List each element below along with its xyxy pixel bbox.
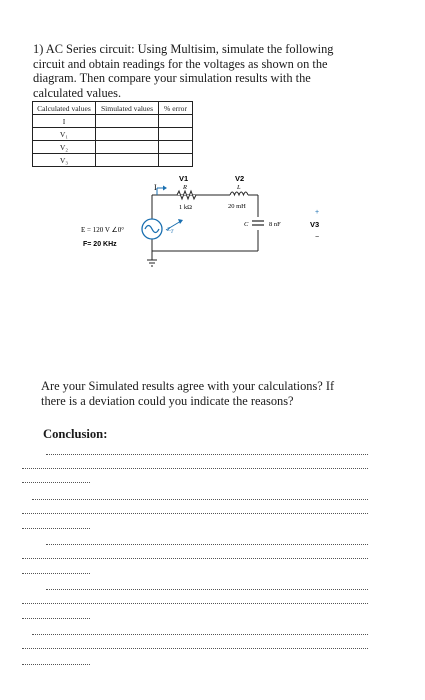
cell-simulated — [96, 154, 159, 167]
question-text — [33, 42, 373, 100]
capacitor-icon — [252, 221, 264, 225]
header-calculated: Calculated values — [33, 102, 96, 115]
row-label-v1: V₁ — [33, 128, 96, 141]
table-row — [33, 141, 193, 154]
answer-line[interactable] — [32, 634, 368, 635]
current-label: I — [154, 183, 157, 192]
cell-error — [159, 154, 193, 167]
answer-line[interactable] — [46, 589, 368, 590]
source-label: E = 120 V ∠0° — [81, 226, 125, 234]
row-label-i: I — [33, 115, 96, 128]
question-line-1: AC Series circuit: Using Multisim, simulate the following — [45, 42, 334, 56]
circuit-diagram — [70, 168, 330, 278]
resistor-value: 1 kΩ — [179, 204, 192, 211]
answer-line[interactable] — [22, 648, 368, 649]
v3-label: V3 — [310, 220, 320, 229]
cell-simulated — [96, 115, 159, 128]
frequency-label: F= 20 KHz — [83, 241, 117, 248]
table-header-row — [33, 102, 193, 115]
followup-line-2: there is a deviation could you indicate the reasons? — [41, 394, 294, 408]
answer-line[interactable] — [22, 618, 90, 619]
conclusion-heading: Conclusion: — [43, 427, 108, 441]
answer-line[interactable] — [22, 513, 368, 514]
answer-line[interactable] — [22, 528, 90, 529]
question-line-3: diagram. Then compare your simulation results with the — [33, 71, 311, 86]
impedance-label: $Z_T$ — [167, 226, 174, 235]
header-error: % error — [159, 102, 193, 115]
resistor-symbol: R — [183, 184, 187, 191]
question-line-2: circuit and obtain readings for the voltages as shown on the — [33, 56, 328, 71]
cell-simulated — [96, 141, 159, 154]
followup-line-1: Are your Simulated results agree with your calculations? If — [41, 379, 335, 393]
answer-line[interactable] — [22, 603, 368, 604]
row-label-v2: V₂ — [33, 141, 96, 154]
question-number: 1) — [33, 42, 44, 56]
answer-line[interactable] — [22, 664, 90, 665]
table-row — [33, 115, 193, 128]
header-simulated: Simulated values — [96, 102, 159, 115]
v1-label: V1 — [179, 174, 189, 183]
question-line-4: calculated values. — [33, 85, 122, 100]
table-row — [33, 128, 193, 141]
answer-line[interactable] — [32, 499, 368, 500]
capacitor-value: 8 nF — [269, 221, 281, 228]
inductor-symbol: L — [237, 184, 241, 191]
cell-error — [159, 128, 193, 141]
row-label-v3: V₃ — [33, 154, 96, 167]
capacitor-symbol: C — [244, 221, 249, 228]
answer-line[interactable] — [22, 482, 90, 483]
answer-line[interactable] — [22, 573, 90, 574]
v3-minus-sign: − — [315, 234, 320, 241]
results-table — [32, 101, 193, 167]
ground-icon — [147, 260, 157, 266]
answer-line[interactable] — [46, 454, 368, 455]
current-arrow-icon — [157, 186, 167, 196]
v2-label: V2 — [235, 174, 245, 183]
cell-error — [159, 115, 193, 128]
ac-source-icon — [142, 219, 162, 239]
followup-question — [41, 379, 371, 409]
inductor-icon — [230, 190, 248, 198]
inductor-value: 20 mH — [228, 203, 246, 210]
v3-plus-sign: + — [315, 209, 320, 216]
cell-simulated — [96, 128, 159, 141]
answer-line[interactable] — [22, 558, 368, 559]
answer-line[interactable] — [22, 468, 368, 469]
resistor-icon — [177, 191, 196, 199]
table-row — [33, 154, 193, 167]
cell-error — [159, 141, 193, 154]
answer-line[interactable] — [46, 544, 368, 545]
